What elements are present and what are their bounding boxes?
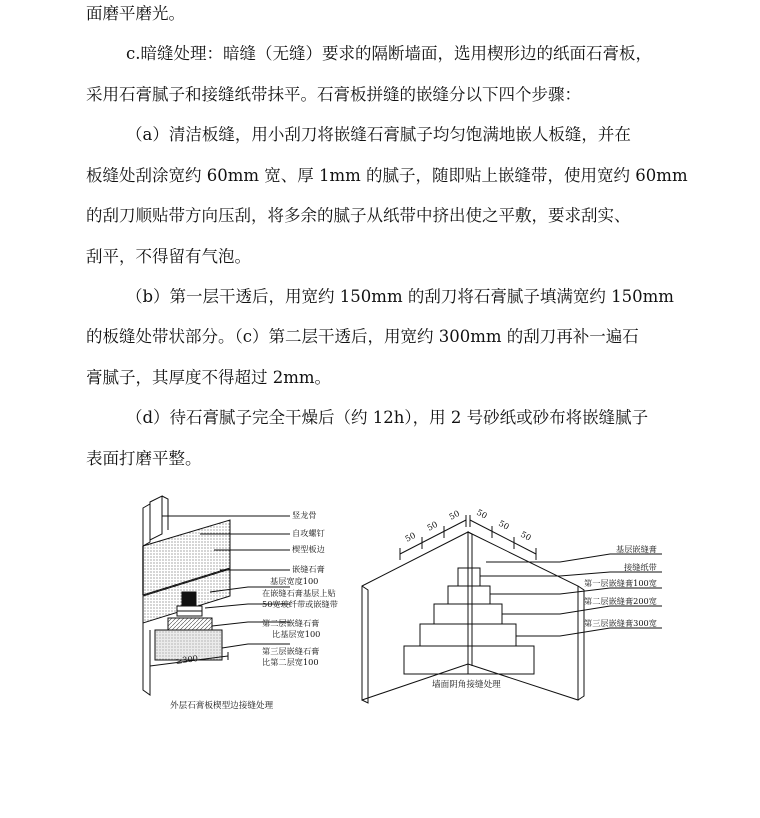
label-third-width: 比第二层宽100: [262, 657, 319, 667]
text-line-4: （a）清洁板缝，用小刮刀将嵌缝石膏腻子均匀饱满地嵌人板缝，并在: [126, 125, 631, 144]
label-first-layer: 第一层嵌缝膏100宽: [584, 578, 657, 588]
dimension-300: ≥300: [174, 652, 199, 666]
text-line-7: 刮平，不得留有气泡。: [86, 247, 251, 266]
text-line-8: （b）第一层干透后，用宽约 150mm 的刮刀将石膏腻子填满宽约 150mm: [126, 287, 674, 306]
label-base-compound: 基层嵌缝膏: [616, 544, 657, 554]
label-wedge-edge: 楔型板边: [292, 544, 325, 554]
label-second-coat: 第二层嵌缝石膏: [262, 618, 320, 628]
dim-right-3: 50: [447, 508, 462, 522]
text-line-10: 膏腻子，其厚度不得超过 2mm。: [86, 368, 332, 387]
dim-right-1: 50: [403, 530, 418, 544]
text-line-12: 表面打磨平整。: [86, 449, 202, 468]
label-joint-plaster: 嵌缝石膏: [292, 564, 325, 574]
dim-right-2: 50: [425, 519, 440, 533]
label-third-coat: 第三层嵌缝石膏: [262, 646, 320, 656]
text-line-2: c.暗缝处理：暗缝（无缝）要求的隔断墙面，选用楔形边的纸面石膏板，: [126, 44, 652, 63]
dim-right-4: 50: [475, 506, 489, 521]
dim-right-5: 50: [497, 517, 511, 532]
text-line-11: （d）待石膏腻子完全干燥后（约 12h），用 2 号砂纸或砂布将嵌缝腻子: [126, 408, 649, 427]
label-third-layer: 第三层嵌缝膏300宽: [584, 618, 657, 628]
caption-left: 外层石膏板楔型边接缝处理: [170, 701, 274, 711]
label-tape-line1: 在嵌缝石膏基层上贴: [262, 588, 336, 598]
text-line-3: 采用石膏腻子和接缝纸带抹平。石膏板拼缝的嵌缝分以下四个步骤：: [86, 85, 581, 104]
label-tape-line2: 50宽玻纤带或嵌缝带: [262, 599, 338, 609]
figure-drawing: [0, 490, 760, 730]
text-line-9: 的板缝处带状部分。（c）第二层干透后，用宽约 300mm 的刮刀再补一遍石: [86, 327, 639, 346]
caption-right: 墙面阴角接缝处理: [432, 680, 501, 690]
figure: [0, 490, 760, 730]
text-line-5: 板缝处刮涂宽约 60mm 宽、厚 1mm 的腻子，随即贴上嵌缝带，使用宽约 60mm: [86, 166, 688, 185]
label-paper-tape: 接缝纸带: [624, 562, 657, 572]
label-second-width: 比基层宽100: [272, 629, 321, 639]
label-screw: 自攻螺钉: [292, 528, 325, 538]
dim-right-6: 50: [519, 528, 533, 543]
label-base-width: 基层宽度100: [270, 576, 319, 586]
text-line-6: 的刮刀顺贴带方向压刮，将多余的腻子从纸带中挤出使之平敷，要求刮实、: [86, 206, 631, 225]
label-second-layer: 第二层嵌缝膏200宽: [584, 596, 657, 606]
label-stud: 竖龙骨: [292, 510, 317, 520]
text-line-1: 面磨平磨光。: [86, 4, 185, 23]
